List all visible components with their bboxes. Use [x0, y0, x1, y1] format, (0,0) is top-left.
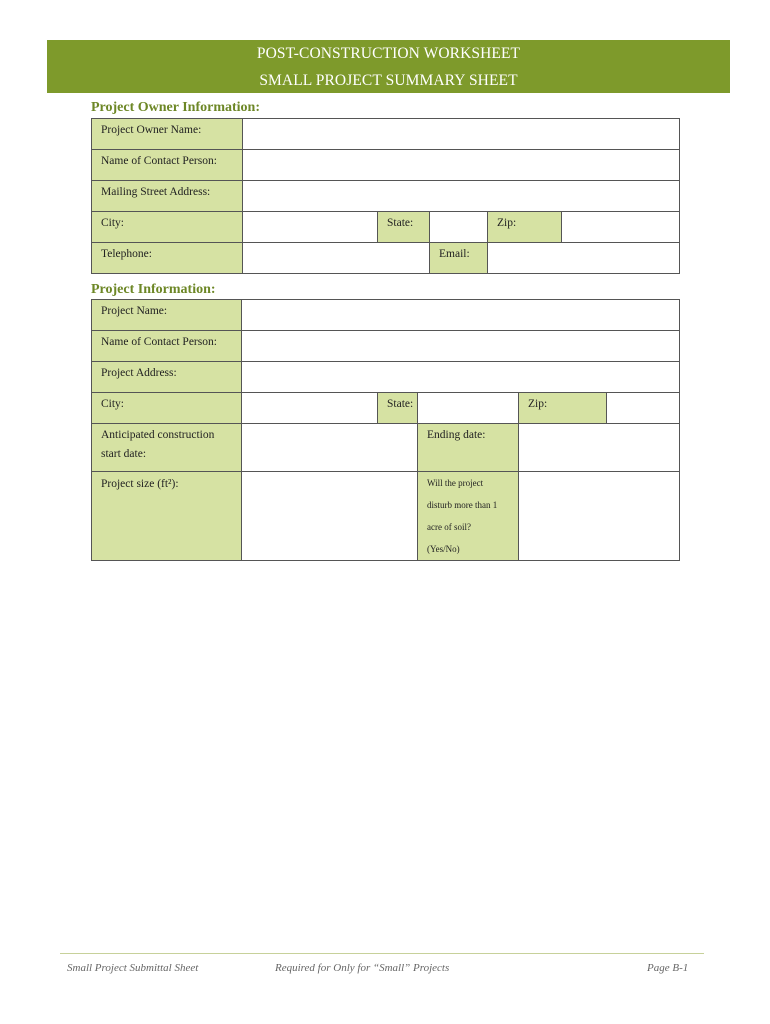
- project-contact-label: Name of Contact Person:: [92, 331, 242, 362]
- header-title-line2: SMALL PROJECT SUMMARY SHEET: [259, 72, 518, 89]
- start-date-label: [92, 424, 242, 472]
- owner-phone-row: [92, 243, 680, 274]
- project-city-label: City:: [92, 393, 242, 424]
- owner-state-field[interactable]: [430, 212, 488, 243]
- owner-phone-field[interactable]: [243, 243, 430, 274]
- soil-disturb-line4: (Yes/No): [427, 544, 460, 554]
- project-section-title: Project Information:: [91, 282, 216, 297]
- start-date-field[interactable]: [242, 424, 418, 472]
- project-address-field[interactable]: [242, 362, 680, 393]
- owner-email-field[interactable]: [488, 243, 680, 274]
- project-contact-row: [92, 331, 680, 362]
- start-date-label-line1: Anticipated construction: [101, 429, 215, 441]
- project-dates-row: [92, 424, 680, 472]
- soil-disturb-label: [418, 472, 519, 561]
- soil-disturb-line1: Will the project: [427, 478, 484, 488]
- footer-divider: [60, 953, 704, 954]
- owner-zip-label: Zip:: [488, 212, 562, 243]
- project-size-row: [92, 472, 680, 561]
- project-zip-field[interactable]: [607, 393, 680, 424]
- owner-info-table: [91, 118, 680, 274]
- owner-city-label: City:: [92, 212, 243, 243]
- owner-city-field[interactable]: [243, 212, 378, 243]
- footer-center-text: Required for Only for “Small” Projects: [275, 962, 450, 974]
- owner-name-label: Project Owner Name:: [92, 119, 243, 150]
- owner-zip-field[interactable]: [562, 212, 680, 243]
- owner-contact-row: [92, 150, 680, 181]
- project-address-row: [92, 362, 680, 393]
- owner-email-label: Email:: [430, 243, 488, 274]
- project-state-field[interactable]: [418, 393, 519, 424]
- start-date-label-line2: start date:: [101, 448, 147, 460]
- project-size-label: Project size (ft²):: [92, 472, 242, 561]
- owner-contact-field[interactable]: [243, 150, 680, 181]
- owner-name-row: [92, 119, 680, 150]
- owner-section-title: Project Owner Information:: [91, 100, 260, 115]
- soil-disturb-field[interactable]: [519, 472, 680, 561]
- owner-phone-label: Telephone:: [92, 243, 243, 274]
- owner-street-row: [92, 181, 680, 212]
- owner-street-field[interactable]: [243, 181, 680, 212]
- project-city-field[interactable]: [242, 393, 378, 424]
- project-info-table: [91, 299, 680, 561]
- owner-contact-label: Name of Contact Person:: [92, 150, 243, 181]
- project-city-row: [92, 393, 680, 424]
- project-name-label: Project Name:: [92, 300, 242, 331]
- footer-page-number: Page B-1: [647, 962, 689, 974]
- project-zip-label: Zip:: [519, 393, 607, 424]
- end-date-label: Ending date:: [418, 424, 519, 472]
- end-date-field[interactable]: [519, 424, 680, 472]
- soil-disturb-line2: disturb more than 1: [427, 500, 498, 510]
- project-contact-field[interactable]: [242, 331, 680, 362]
- project-state-label: State:: [378, 393, 418, 424]
- owner-city-row: [92, 212, 680, 243]
- owner-name-field[interactable]: [243, 119, 680, 150]
- owner-state-label: State:: [378, 212, 430, 243]
- soil-disturb-line3: acre of soil?: [427, 522, 471, 532]
- project-size-field[interactable]: [242, 472, 418, 561]
- project-name-field[interactable]: [242, 300, 680, 331]
- owner-street-label: Mailing Street Address:: [92, 181, 243, 212]
- project-address-label: Project Address:: [92, 362, 242, 393]
- project-name-row: [92, 300, 680, 331]
- header-banner: [47, 40, 730, 93]
- header-title-line1: POST-CONSTRUCTION WORKSHEET: [256, 45, 521, 62]
- footer-left-text: Small Project Submittal Sheet: [67, 962, 199, 974]
